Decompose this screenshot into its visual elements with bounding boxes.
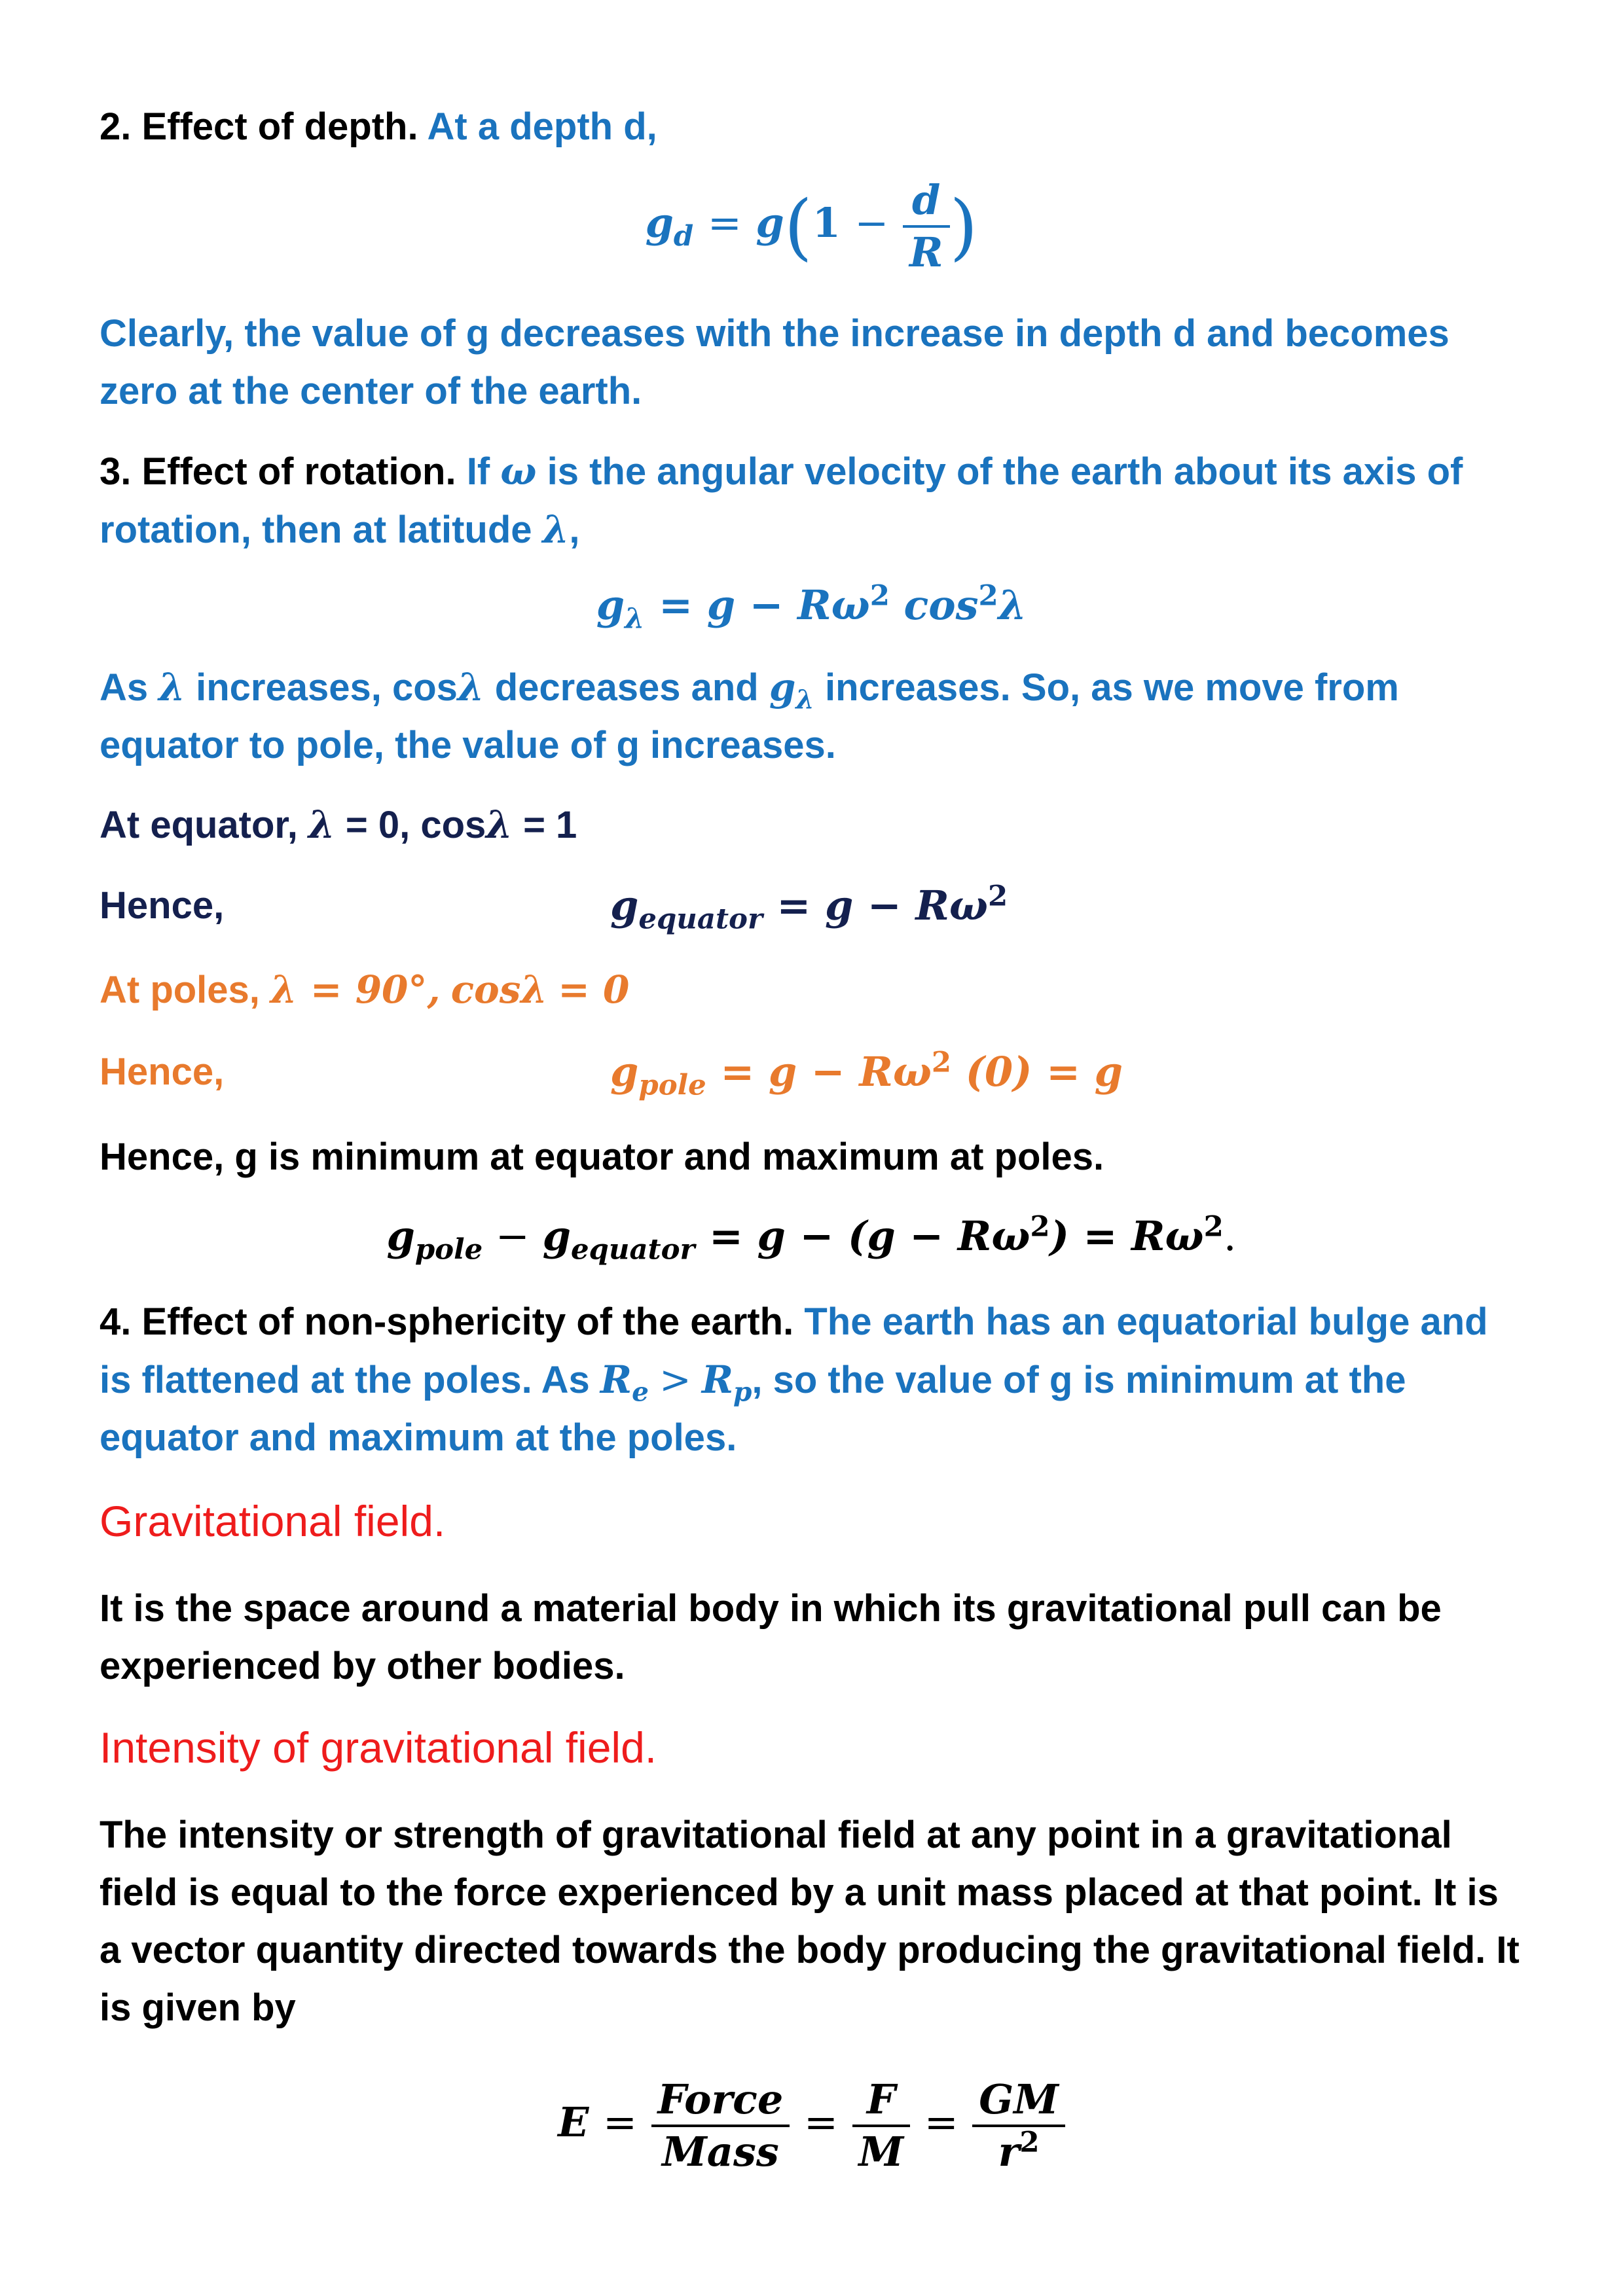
rp-sub: p	[733, 1376, 752, 1408]
geq-sub: equator	[638, 902, 763, 936]
eq-rhs-b: cos	[889, 581, 979, 629]
diff-minus: −	[483, 1212, 543, 1260]
gpole-rhs-b: (0) = g	[951, 1048, 1123, 1096]
den-r2	[972, 2127, 1065, 2177]
difference-equation	[0, 1210, 1623, 1266]
lambda-symbol: λ	[542, 507, 570, 552]
p1-c: decreases and	[494, 666, 759, 709]
poles-zero: = 0	[558, 967, 630, 1012]
eq-g2: g	[756, 199, 784, 247]
gpole-sub: pole	[638, 1068, 706, 1102]
fraction-GM-r2	[972, 2075, 1065, 2177]
sec4-heading: 4. Effect of non-sphericity of the earth.	[100, 1300, 794, 1343]
gpole-g: g	[610, 1048, 639, 1096]
eq-eq3: =	[924, 2098, 958, 2146]
diff-s1: pole	[414, 1232, 483, 1266]
gt: >	[659, 1357, 691, 1402]
intensity-paragraph: The intensity or strength of gravitational field at any point in a gravitational field is equal to the force experienced by a unit mass placed at that point. It is a vector quantity directed towards the body producing the gravitational field. It is given by	[100, 1814, 1520, 2029]
hence2-label: Hence,	[100, 1050, 225, 1093]
eq-sq: 2	[869, 579, 890, 613]
eq-one: 1	[812, 199, 841, 247]
re: R	[600, 1357, 632, 1402]
num-GM: GM	[972, 2075, 1065, 2127]
eq-E: E	[558, 2098, 589, 2146]
intensity-heading: Intensity of gravitational field.	[100, 1723, 657, 1772]
field-paragraph: It is the space around a material body in which its gravitational pull can be experienced by other bodies.	[100, 1587, 1442, 1687]
poles-line	[100, 961, 1523, 1019]
den-M: M	[858, 2128, 904, 2176]
gpole-rhs-a: = g − Rω	[720, 1048, 932, 1096]
p1-d: increases. So, as we move from equator to pole, the value of g increases.	[100, 666, 1399, 766]
eq-den: R	[909, 228, 943, 276]
den-r: r	[998, 2128, 1020, 2176]
eq-sub-d: d	[673, 219, 694, 253]
depth-equation: $g_d = g(1$ − $\frac{d}{R}$ )	[645, 176, 978, 276]
intensity-equation	[0, 2075, 1623, 2177]
diff-dot: .	[1223, 1212, 1237, 1260]
field-heading: Gravitational field.	[100, 1497, 446, 1545]
equator-a: At equator,	[100, 804, 298, 846]
omega-symbol: ω	[500, 449, 537, 493]
diff-g1: g	[386, 1212, 415, 1260]
p1-g: g	[769, 665, 796, 709]
diff-sq2: 2	[1203, 1210, 1224, 1244]
diff-rhs-a: = g − (g − Rω	[695, 1212, 1030, 1260]
geq-sq: 2	[987, 879, 1008, 913]
eq-eq1: =	[602, 2098, 637, 2146]
rotation-equation	[0, 579, 1623, 636]
p1-lambda2: λ	[457, 665, 484, 709]
diff-rhs-b: ) = Rω	[1049, 1212, 1204, 1260]
sec2-heading: 2. Effect of depth.	[100, 105, 418, 148]
equator-c: = 1	[523, 804, 577, 846]
eq-sub-lambda: λ	[625, 601, 645, 636]
poles-math: λ = 90°,	[270, 967, 441, 1012]
equator-line	[100, 796, 1523, 854]
hence2-line	[100, 1043, 1523, 1101]
den-r-sup: 2	[1019, 2125, 1040, 2159]
rp: R	[701, 1357, 734, 1402]
eq-minus: −	[854, 199, 889, 247]
eq-num: d	[903, 175, 950, 228]
num-force: Force	[651, 2075, 790, 2127]
num-F: F	[852, 2075, 911, 2127]
sec4-text-a: The earth has an equatorial bulge and is flattened at the poles. As	[100, 1300, 1488, 1401]
eq-rhs-a: = g − Rω	[659, 581, 870, 629]
hence1-line	[100, 877, 1523, 935]
poles-cos: cosλ	[450, 967, 548, 1012]
eq-equals: =	[707, 199, 742, 247]
eq-g-lambda: g	[596, 581, 625, 629]
sec2-heading-line	[100, 98, 1523, 156]
p1-b: increases, cos	[196, 666, 458, 709]
hence1-label: Hence,	[100, 884, 225, 927]
p1-a: As	[100, 666, 149, 709]
g-equator-eq	[610, 877, 1008, 935]
geq-g: g	[610, 882, 639, 929]
diff-sq: 2	[1030, 1210, 1050, 1244]
fraction-force-mass	[651, 2075, 790, 2177]
gpole-sq: 2	[931, 1045, 952, 1079]
eq-eq2: =	[803, 2098, 838, 2146]
eq-g: g	[645, 199, 674, 247]
sec3-heading-line	[100, 442, 1523, 559]
sec4-block	[100, 1293, 1523, 1467]
p1-lambda: λ	[158, 665, 185, 709]
equator-lambda: λ	[308, 802, 335, 847]
sec2-intro: At a depth d,	[427, 105, 657, 148]
comma: ,	[569, 509, 580, 551]
fraction-F-M	[852, 2075, 911, 2177]
g-pole-eq	[610, 1043, 1123, 1101]
den-mass: Mass	[662, 2128, 779, 2176]
sec3-intro-a: If	[466, 450, 490, 493]
geq-rhs: = g − Rω	[776, 882, 988, 929]
equator-lambda2: λ	[486, 802, 513, 847]
sec4-text-b: , so the value of g is minimum at the equator and maximum at the poles.	[100, 1359, 1406, 1459]
sec2-paragraph: Clearly, the value of g decreases with the increase in depth d and becomes zero at the center of the earth.	[100, 312, 1450, 412]
sec3-heading: 3. Effect of rotation.	[100, 450, 456, 493]
conclusion: Hence, g is minimum at equator and maximum at poles.	[100, 1136, 1104, 1178]
re-sub: e	[632, 1376, 649, 1408]
fraction-d-over-R	[903, 175, 950, 278]
diff-s2: equator	[570, 1232, 695, 1266]
sec3-intro-b: is the angular velocity of the earth about its axis of rotation, then at latitude	[100, 450, 1463, 551]
eq-sq2: 2	[978, 579, 998, 613]
equator-b: = 0, cos	[345, 804, 486, 846]
diff-g2: g	[542, 1212, 571, 1260]
eq-rhs-c: λ	[998, 581, 1027, 629]
p1-gsub: λ	[795, 683, 814, 715]
poles-label: At poles,	[100, 969, 260, 1011]
sec3-para1	[100, 658, 1523, 774]
